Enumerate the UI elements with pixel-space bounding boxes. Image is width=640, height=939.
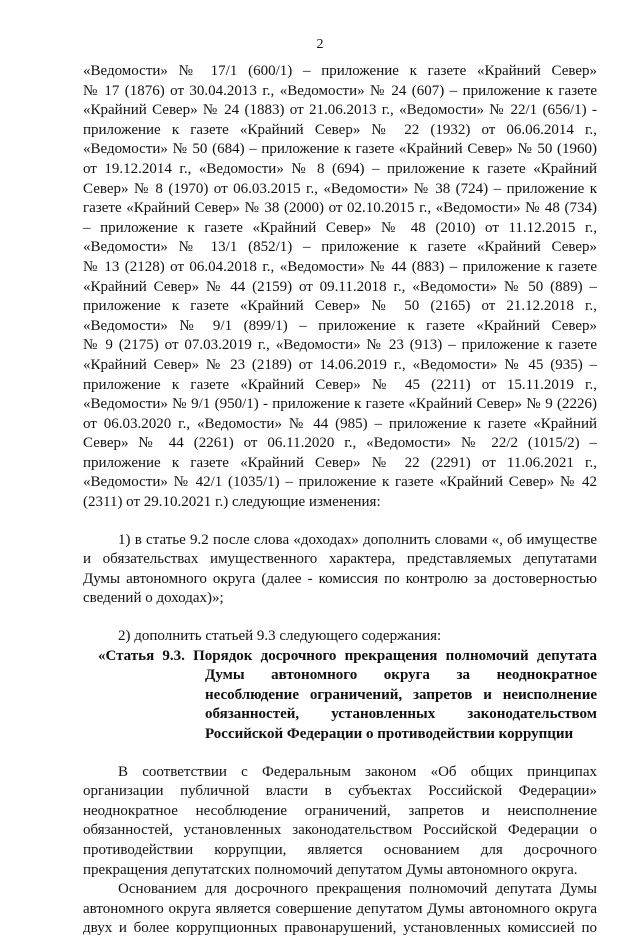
text-line: Север» № 44 (2261) от 06.11.2020 г., «Ведомости» № 22/2 (1015/2) – (83, 435, 597, 452)
text-line: Север» № 8 (1970) от 06.03.2015 г., «Ведомости» № 38 (724) – приложение к (83, 180, 597, 197)
text-line: № 13 (2128) от 06.04.2018 г., «Ведомости» № 44 (883) – приложение к газете (83, 258, 597, 275)
text-line: приложение к газете «Крайний Север» № 45 (2211) от 15.11.2019 г., (83, 376, 597, 393)
article-title-line: Российской Федерации о противодействии коррупции (205, 726, 574, 742)
text-line: «Крайний Север» № 23 (2189) от 14.06.2019 г., «Ведомости» № 45 (935) – (83, 356, 597, 373)
text-line: Думы автономного округа (далее - комиссия по контролю за достоверностью (83, 570, 597, 587)
text-line: «Крайний Север» № 24 (1883) от 21.06.2013 г., «Ведомости» № 22/1 (656/1) - (83, 102, 597, 119)
intro-paragraph (83, 62, 597, 513)
text-line: организации публичной власти в субъектах Российской Федерации» (83, 783, 597, 800)
text-line: автономного округа является совершение депутатом Думы автономного округа (83, 900, 597, 917)
text-line: приложение к газете «Крайний Север» № 22 (1932) от 06.06.2014 г., (83, 121, 597, 138)
text-line: № 9 (2175) от 07.03.2019 г., «Ведомости» № 23 (913) – приложение к газете (83, 337, 597, 354)
text-line: от 19.12.2014 г., «Ведомости» № 8 (694) – приложение к газете «Крайний (83, 160, 597, 177)
document-body (83, 62, 597, 939)
text-line: Основанием для досрочного прекращения полномочий депутата Думы (118, 881, 597, 898)
article-heading (83, 647, 597, 745)
text-line: В соответствии с Федеральным законом «Об общих принципах (118, 763, 597, 780)
text-line: «Ведомости» № 42/1 (1035/1) – приложение к газете «Крайний Север» № 42 (83, 474, 597, 491)
text-line: № 17 (1876) от 30.04.2013 г., «Ведомости» № 24 (607) – приложение к газете (83, 82, 597, 99)
text-line: приложение к газете «Крайний Север» № 22 (2291) от 11.06.2021 г., (83, 454, 597, 471)
article-paragraph-1 (83, 763, 597, 881)
amendment-item-1 (83, 531, 597, 609)
text-line: «Ведомости» № 17/1 (600/1) – приложение к газете «Крайний Север» (83, 63, 597, 79)
article-paragraph-2 (83, 880, 597, 939)
text-line: приложение к газете «Крайний Север» № 50 (2165) от 21.12.2018 г., (83, 298, 597, 315)
text-line: 1) в статье 9.2 после слова «доходах» дополнить словами «, об имуществе (118, 531, 597, 548)
text-line: «Крайний Север» № 44 (2159) от 09.11.2018 г., «Ведомости» № 50 (889) – (83, 278, 597, 295)
text-line: 2) дополнить статьей 9.3 следующего содержания: (118, 628, 442, 645)
article-title-line: обязанностей, установленных законодательством (205, 706, 597, 723)
page-number: 2 (316, 37, 324, 52)
text-line: «Ведомости» № 50 (684) – приложение к газете «Крайний Север» № 50 (1960) (83, 141, 597, 158)
text-line: «Ведомости» № 13/1 (852/1) – приложение к газете «Крайний Север» (83, 239, 597, 256)
text-line: прекращения депутатских полномочий депутатом Думы автономного округа. (83, 861, 578, 878)
article-title-line: несоблюдение ограничений, запретов и неисполнение (205, 686, 597, 703)
text-line: газете «Крайний Север» № 38 (2000) от 02.10.2015 г., «Ведомости» № 48 (734) (83, 200, 597, 217)
text-line: «Ведомости» № 9/1 (899/1) – приложение к газете «Крайний Север» (83, 317, 597, 334)
text-line: (2311) от 29.10.2021 г.) следующие изменения: (83, 494, 381, 511)
text-line: от 06.03.2020 г., «Ведомости» № 44 (985) – приложение к газете «Крайний (83, 415, 597, 432)
text-line: обязанностей, установленных законодательством Российской Федерации о (83, 822, 597, 839)
text-line: «Ведомости» № 9/1 (950/1) - приложение к газете «Крайний Север» № 9 (2226) (83, 396, 597, 413)
text-line: противодействии коррупции, является основанием для досрочного (83, 841, 597, 858)
article-title-line: «Статья 9.3. Порядок досрочного прекращения полномочий депутата (98, 647, 597, 664)
text-line: неоднократное несоблюдение ограничений, запретов и неисполнение (83, 802, 597, 819)
text-line: – приложение к газете «Крайний Север» № 48 (2010) от 11.12.2015 г., (83, 219, 597, 236)
article-title-line: Думы автономного округа за неоднократное (205, 667, 597, 684)
text-line: двух и более коррупционных правонарушений, установленных комиссией по (83, 920, 597, 937)
amendment-item-2 (83, 627, 597, 647)
text-line: сведений о доходах)»; (83, 590, 224, 607)
text-line: и обязательствах имущественного характера, представляемых депутатами (83, 551, 597, 568)
